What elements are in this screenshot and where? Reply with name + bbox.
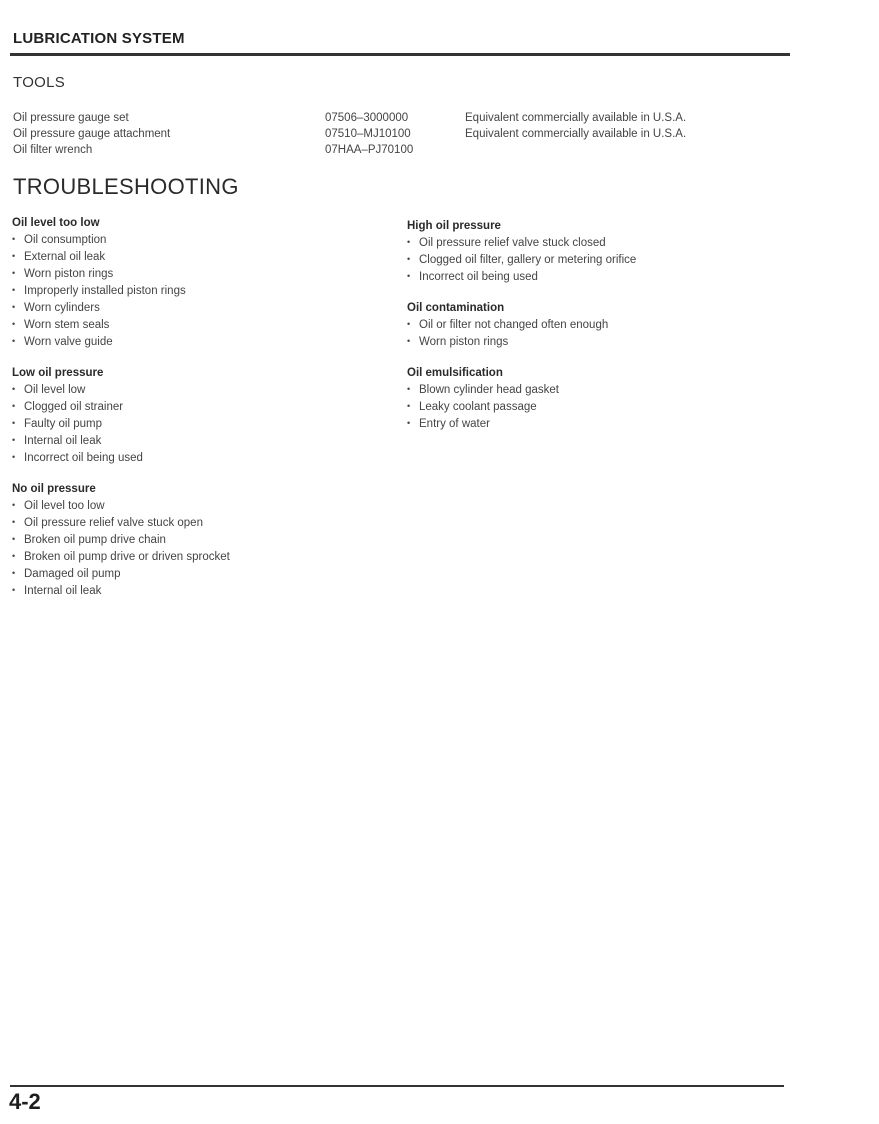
tool-number: 07506–3000000 — [325, 112, 409, 124]
tool-number: 07510–MJ10100 — [325, 128, 411, 140]
tool-note: Equivalent commercially available in U.S.A. — [465, 128, 687, 140]
tool-row — [13, 142, 773, 158]
cause-item — [407, 251, 807, 268]
bullet-icon: • — [12, 401, 16, 411]
bullet-icon: • — [407, 418, 411, 428]
cause-text: Oil pressure relief valve stuck open — [24, 517, 203, 529]
symptom-group-high-oil-pressure — [407, 218, 807, 285]
symptom-group-no-oil-pressure — [12, 481, 352, 599]
symptom-title: Oil level too low — [12, 217, 100, 229]
bullet-icon: • — [12, 302, 16, 312]
bullet-icon: • — [12, 568, 16, 578]
cause-item — [12, 582, 352, 599]
page-number: 4-2 — [9, 1089, 41, 1114]
bullet-icon: • — [12, 517, 16, 527]
cause-item — [12, 248, 352, 265]
cause-text: Worn piston rings — [24, 268, 114, 280]
cause-item — [12, 316, 352, 333]
bullet-icon: • — [12, 336, 16, 346]
bullet-icon: • — [12, 500, 16, 510]
cause-item — [12, 514, 352, 531]
cause-text: Incorrect oil being used — [419, 271, 538, 283]
cause-text: Oil pressure relief valve stuck closed — [419, 237, 606, 249]
cause-text: External oil leak — [24, 251, 106, 263]
cause-text: Faulty oil pump — [24, 418, 102, 430]
cause-text: Damaged oil pump — [24, 568, 121, 580]
symptom-group-oil-contamination — [407, 300, 807, 350]
tool-name: Oil filter wrench — [13, 144, 93, 156]
cause-item — [12, 231, 352, 248]
tool-row — [13, 110, 773, 126]
bullet-icon: • — [12, 452, 16, 462]
tools-heading: TOOLS — [13, 74, 66, 91]
symptom-title: High oil pressure — [407, 220, 501, 232]
cause-text: Oil level too low — [24, 500, 105, 512]
cause-text: Internal oil leak — [24, 585, 102, 597]
troubleshooting-left-column — [12, 215, 352, 614]
cause-item — [407, 333, 807, 350]
cause-text: Clogged oil filter, gallery or metering orifice — [419, 254, 637, 266]
cause-text: Broken oil pump drive chain — [24, 534, 166, 546]
cause-text: Leaky coolant passage — [419, 401, 537, 413]
bullet-icon: • — [407, 401, 411, 411]
cause-text: Worn cylinders — [24, 302, 100, 314]
cause-item — [12, 265, 352, 282]
cause-text: Blown cylinder head gasket — [419, 384, 559, 396]
symptom-group-oil-level-too-low — [12, 215, 352, 350]
cause-item — [12, 497, 352, 514]
tool-name: Oil pressure gauge attachment — [13, 128, 171, 140]
cause-item — [12, 333, 352, 350]
cause-item — [12, 565, 352, 582]
cause-item — [407, 268, 807, 285]
cause-text: Worn piston rings — [419, 336, 509, 348]
cause-text: Broken oil pump drive or driven sprocket — [24, 551, 230, 563]
symptom-title: No oil pressure — [12, 483, 96, 495]
cause-item — [12, 398, 352, 415]
bullet-icon: • — [12, 251, 16, 261]
bullet-icon: • — [12, 435, 16, 445]
bullet-icon: • — [12, 268, 16, 278]
tools-table — [13, 110, 773, 158]
cause-text: Entry of water — [419, 418, 490, 430]
bullet-icon: • — [12, 418, 16, 428]
bullet-icon: • — [407, 319, 411, 329]
bullet-icon: • — [407, 237, 411, 247]
cause-item — [407, 398, 807, 415]
symptom-title: Low oil pressure — [12, 367, 104, 379]
footer-rule — [10, 1085, 784, 1087]
bullet-icon: • — [407, 336, 411, 346]
symptom-group-oil-emulsification — [407, 365, 807, 432]
tool-row — [13, 126, 773, 142]
cause-item — [407, 381, 807, 398]
bullet-icon: • — [12, 551, 16, 561]
bullet-icon: • — [12, 384, 16, 394]
cause-item — [407, 415, 807, 432]
cause-text: Internal oil leak — [24, 435, 102, 447]
cause-text: Worn valve guide — [24, 336, 113, 348]
troubleshooting-right-column — [407, 218, 807, 447]
cause-text: Incorrect oil being used — [24, 452, 143, 464]
cause-item — [12, 381, 352, 398]
cause-item — [12, 531, 352, 548]
bullet-icon: • — [407, 271, 411, 281]
bullet-icon: • — [407, 384, 411, 394]
cause-item — [12, 548, 352, 565]
cause-text: Oil or filter not changed often enough — [419, 319, 609, 331]
cause-text: Oil consumption — [24, 234, 107, 246]
bullet-icon: • — [12, 534, 16, 544]
troubleshooting-heading: TROUBLESHOOTING — [13, 174, 239, 199]
cause-item — [12, 415, 352, 432]
cause-text: Clogged oil strainer — [24, 401, 124, 413]
cause-item — [12, 299, 352, 316]
tool-name: Oil pressure gauge set — [13, 112, 129, 124]
cause-item — [12, 432, 352, 449]
header-rule — [10, 53, 790, 56]
cause-item — [407, 316, 807, 333]
bullet-icon: • — [12, 585, 16, 595]
cause-text: Improperly installed piston rings — [24, 285, 186, 297]
cause-item — [407, 234, 807, 251]
cause-item — [12, 282, 352, 299]
cause-text: Oil level low — [24, 384, 86, 396]
bullet-icon: • — [12, 319, 16, 329]
bullet-icon: • — [12, 285, 16, 295]
bullet-icon: • — [407, 254, 411, 264]
bullet-icon: • — [12, 234, 16, 244]
symptom-title: Oil emulsification — [407, 367, 503, 379]
cause-item — [12, 449, 352, 466]
tool-number: 07HAA–PJ70100 — [325, 144, 414, 156]
symptom-title: Oil contamination — [407, 302, 505, 314]
symptom-group-low-oil-pressure — [12, 365, 352, 466]
tool-note: Equivalent commercially available in U.S.A. — [465, 112, 687, 124]
section-title: LUBRICATION SYSTEM — [13, 30, 185, 47]
cause-text: Worn stem seals — [24, 319, 110, 331]
